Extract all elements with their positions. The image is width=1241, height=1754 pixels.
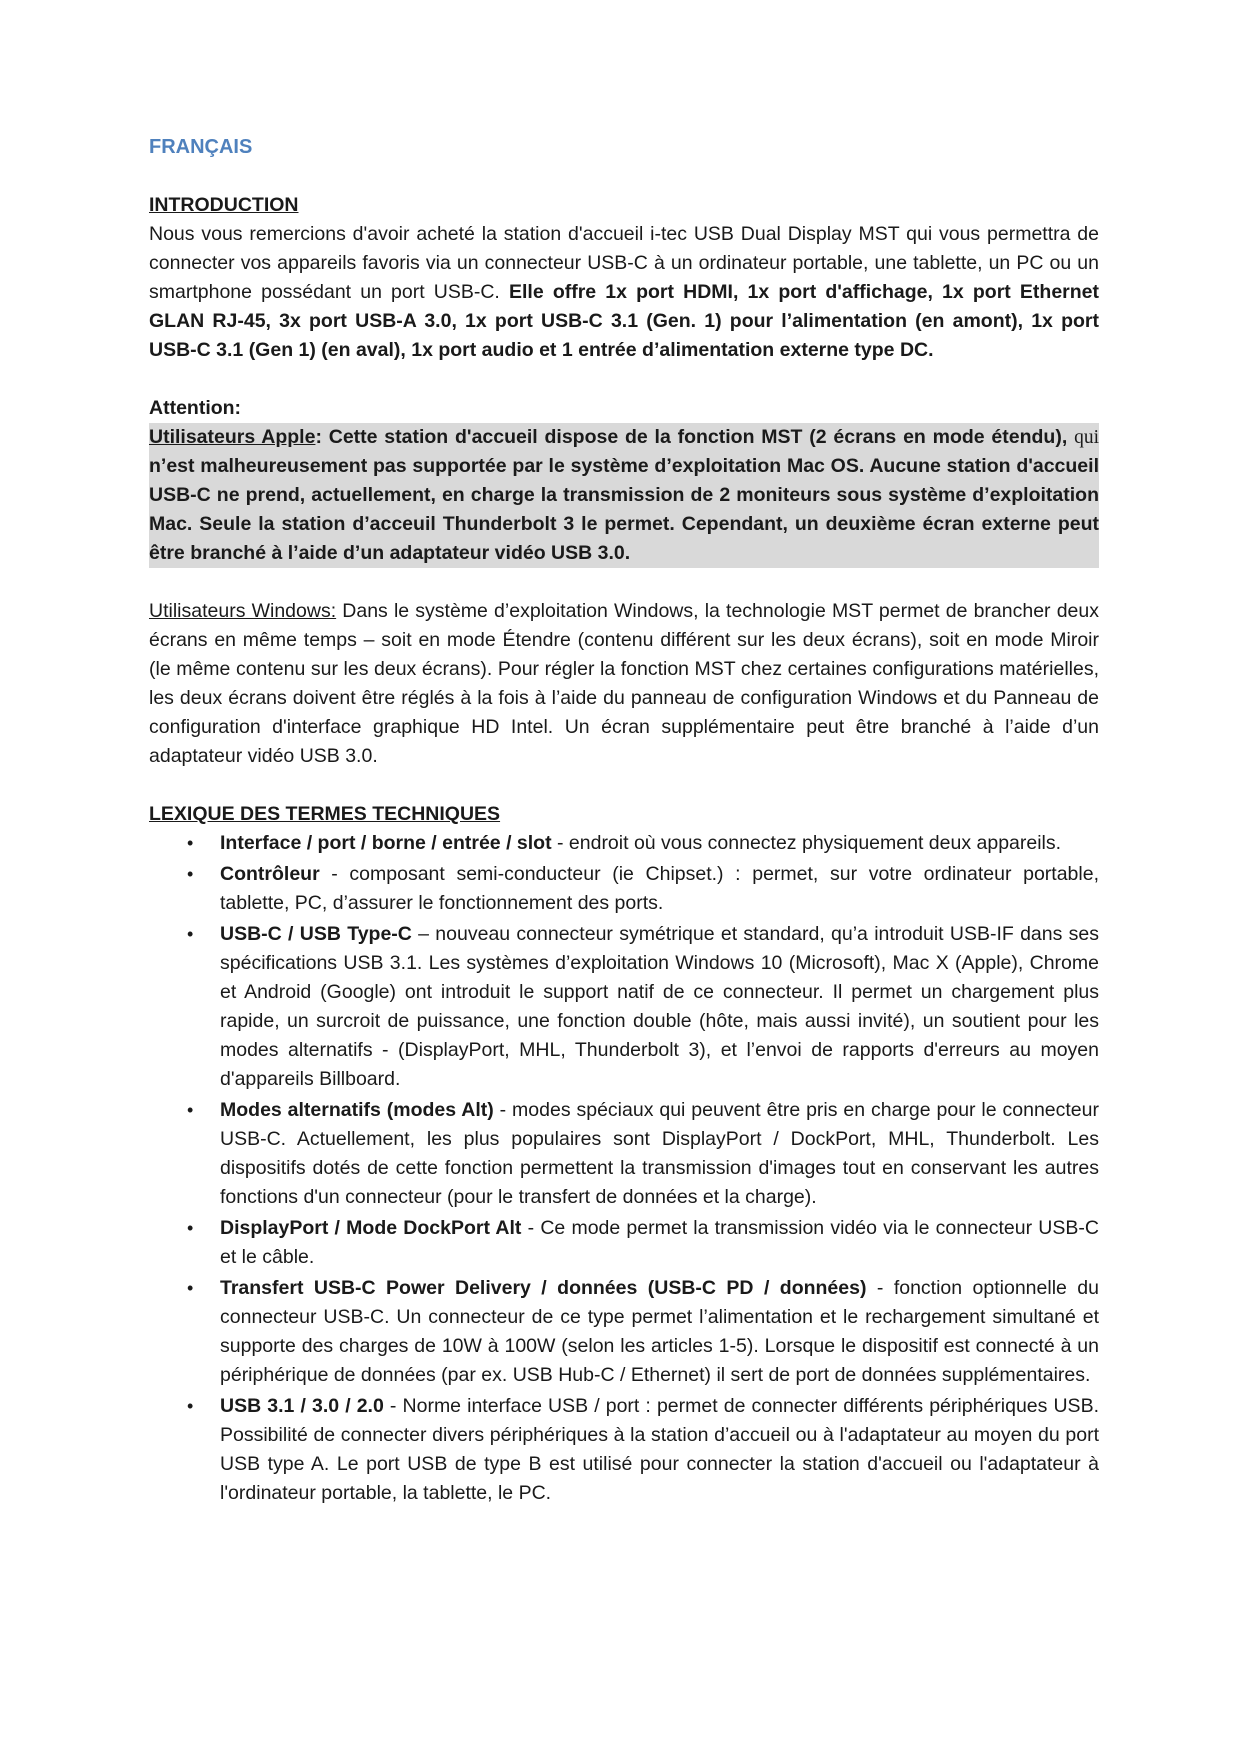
glossary-term: DisplayPort / Mode DockPort Alt [220,1217,522,1239]
apple-text-1: : Cette station d'accueil dispose de la fonction MST (2 écrans en mode étendu), [315,426,1068,448]
bullet: • [187,1396,194,1416]
glossary-desc: - endroit où vous connectez physiquement deux appareils. [551,832,1062,854]
intro-text: Nous vous remercions d'avoir acheté la station d'accueil i-tec USB Dual Display MST qui vous permettra de connecter vos appareils favoris via un connecteur USB-C à un ordinateur portable, une tablette, un PC ou un smartphone possédant un port USB-C. [149,223,1099,303]
glossary-term: Contrôleur [220,863,320,885]
apple-text-2: n’est malheureusement pas supportée par le système d’exploitation Mac OS. Aucune station d'accueil USB-C ne prend, actuellement, en charge la transmission de 2 moniteurs sous système d’exploitation Mac. Seule la station d’acceuil Thunderbolt 3 le permet. Cependant, un deuxième écran externe peut être branché à l’aide d’un adaptateur vidéo USB 3.0. [149,455,1099,564]
bullet: • [187,1278,194,1298]
glossary-heading: LEXIQUE DES TERMES TECHNIQUES [149,803,501,825]
glossary-desc: - fonction optionnelle du connecteur USB-C. Un connecteur de ce type permet l’alimentation et le rechargement simultané et supporte des charges de 10W à 100W (selon les articles 1-5). Lorsque le dispositif est connecté à un périphérique de données (par ex. USB Hub-C / Ethernet) il sert de port de données supplémentaires. [220,1277,1099,1386]
bullet: • [187,1218,194,1238]
glossary-term: Transfert USB-C Power Delivery / données (USB-C PD / données) [220,1277,867,1299]
glossary-list [149,829,1099,1508]
attention-label: Attention: [149,397,242,419]
glossary-desc: - Norme interface USB / port : permet de connecter différents périphériques USB. Possibilité de connecter divers périphériques à la station d’accueil ou à l'adaptateur au moyen du port USB type A. Le port USB de type B est utilisé pour connecter la station d'accueil ou l'adaptateur à l'ordinateur portable, la tablette, le PC. [220,1395,1099,1504]
windows-users-label: Utilisateurs Windows: [149,600,337,622]
glossary-desc: – nouveau connecteur symétrique et standard, qu’a introduit USB-IF dans ses spécifications USB 3.1. Les systèmes d’exploitation Windows 10 (Microsoft), Mac X (Apple), Chrome et Android (Google) ont introduit le support natif de ce connecteur. Il permet un chargement plus rapide, un surcroit de puissance, une fonction double (hôte, mais aussi invité), un soutient pour les modes alternatifs - (DisplayPort, MHL, Thunderbolt 3), et l’envoi de rapports d'erreurs au moyen d'appareils Billboard. [220,923,1099,1090]
apple-users-label: Utilisateurs Apple [149,426,316,448]
glossary-term: USB-C / USB Type-C [220,923,412,945]
apple-qui: qui [1074,427,1099,448]
language-heading: FRANÇAIS [149,136,253,158]
list-item [149,1214,1099,1272]
intro-heading: INTRODUCTION [149,194,299,216]
intro-bold-text: Elle offre 1x port HDMI, 1x port d'affichage, 1x port Ethernet GLAN RJ-45, 3x port USB-A 3.0, 1x port USB-C 3.1 (Gen. 1) pour l’alimentation (en amont), 1x port USB-C 3.1 (Gen 1) (en aval), 1x port audio et 1 entrée d’alimentation externe type DC. [149,281,1099,361]
glossary-desc: - Ce mode permet la transmission vidéo via le connecteur USB-C et le câble. [220,1217,1099,1268]
list-item [149,1392,1099,1508]
list-item [149,860,1099,918]
glossary-term: Modes alternatifs (modes Alt) [220,1099,494,1121]
bullet: • [187,1100,194,1120]
glossary-desc: - composant semi-conducteur (ie Chipset.) : permet, sur votre ordinateur portable, tablette, PC, d’assurer le fonctionnement des ports. [220,863,1099,914]
bullet: • [187,924,194,944]
bullet: • [187,864,194,884]
bullet: • [187,833,194,853]
windows-text: Dans le système d’exploitation Windows, la technologie MST permet de brancher deux écrans en même temps – soit en mode Étendre (contenu différent sur les deux écrans), soit en mode Miroir (le même contenu sur les deux écrans). Pour régler la fonction MST chez certaines configurations matérielles, les deux écrans doivent être réglés à la fois à l’aide du panneau de configuration Windows et du Panneau de configuration d'interface graphique HD Intel. Un écran supplémentaire peut être branché à l’aide d’un adaptateur vidéo USB 3.0. [149,600,1099,767]
glossary-term: USB 3.1 / 3.0 / 2.0 [220,1395,384,1417]
apple-users-paragraph [149,423,1099,568]
list-item [149,1274,1099,1390]
list-item [149,920,1099,1094]
glossary-term: Interface / port / borne / entrée / slot [220,832,552,854]
document-content [149,133,1099,1510]
list-item [149,829,1099,858]
intro-paragraph [149,220,1099,365]
glossary-desc: - modes spéciaux qui peuvent être pris en charge pour le connecteur USB-C. Actuellement, les plus populaires sont DisplayPort / DockPort, MHL, Thunderbolt. Les dispositifs dotés de cette fonction permettent la transmission d'images tout en conservant les autres fonctions d'un connecteur (pour le transfert de données et la charge). [220,1099,1099,1208]
list-item [149,1096,1099,1212]
windows-users-paragraph [149,597,1099,771]
